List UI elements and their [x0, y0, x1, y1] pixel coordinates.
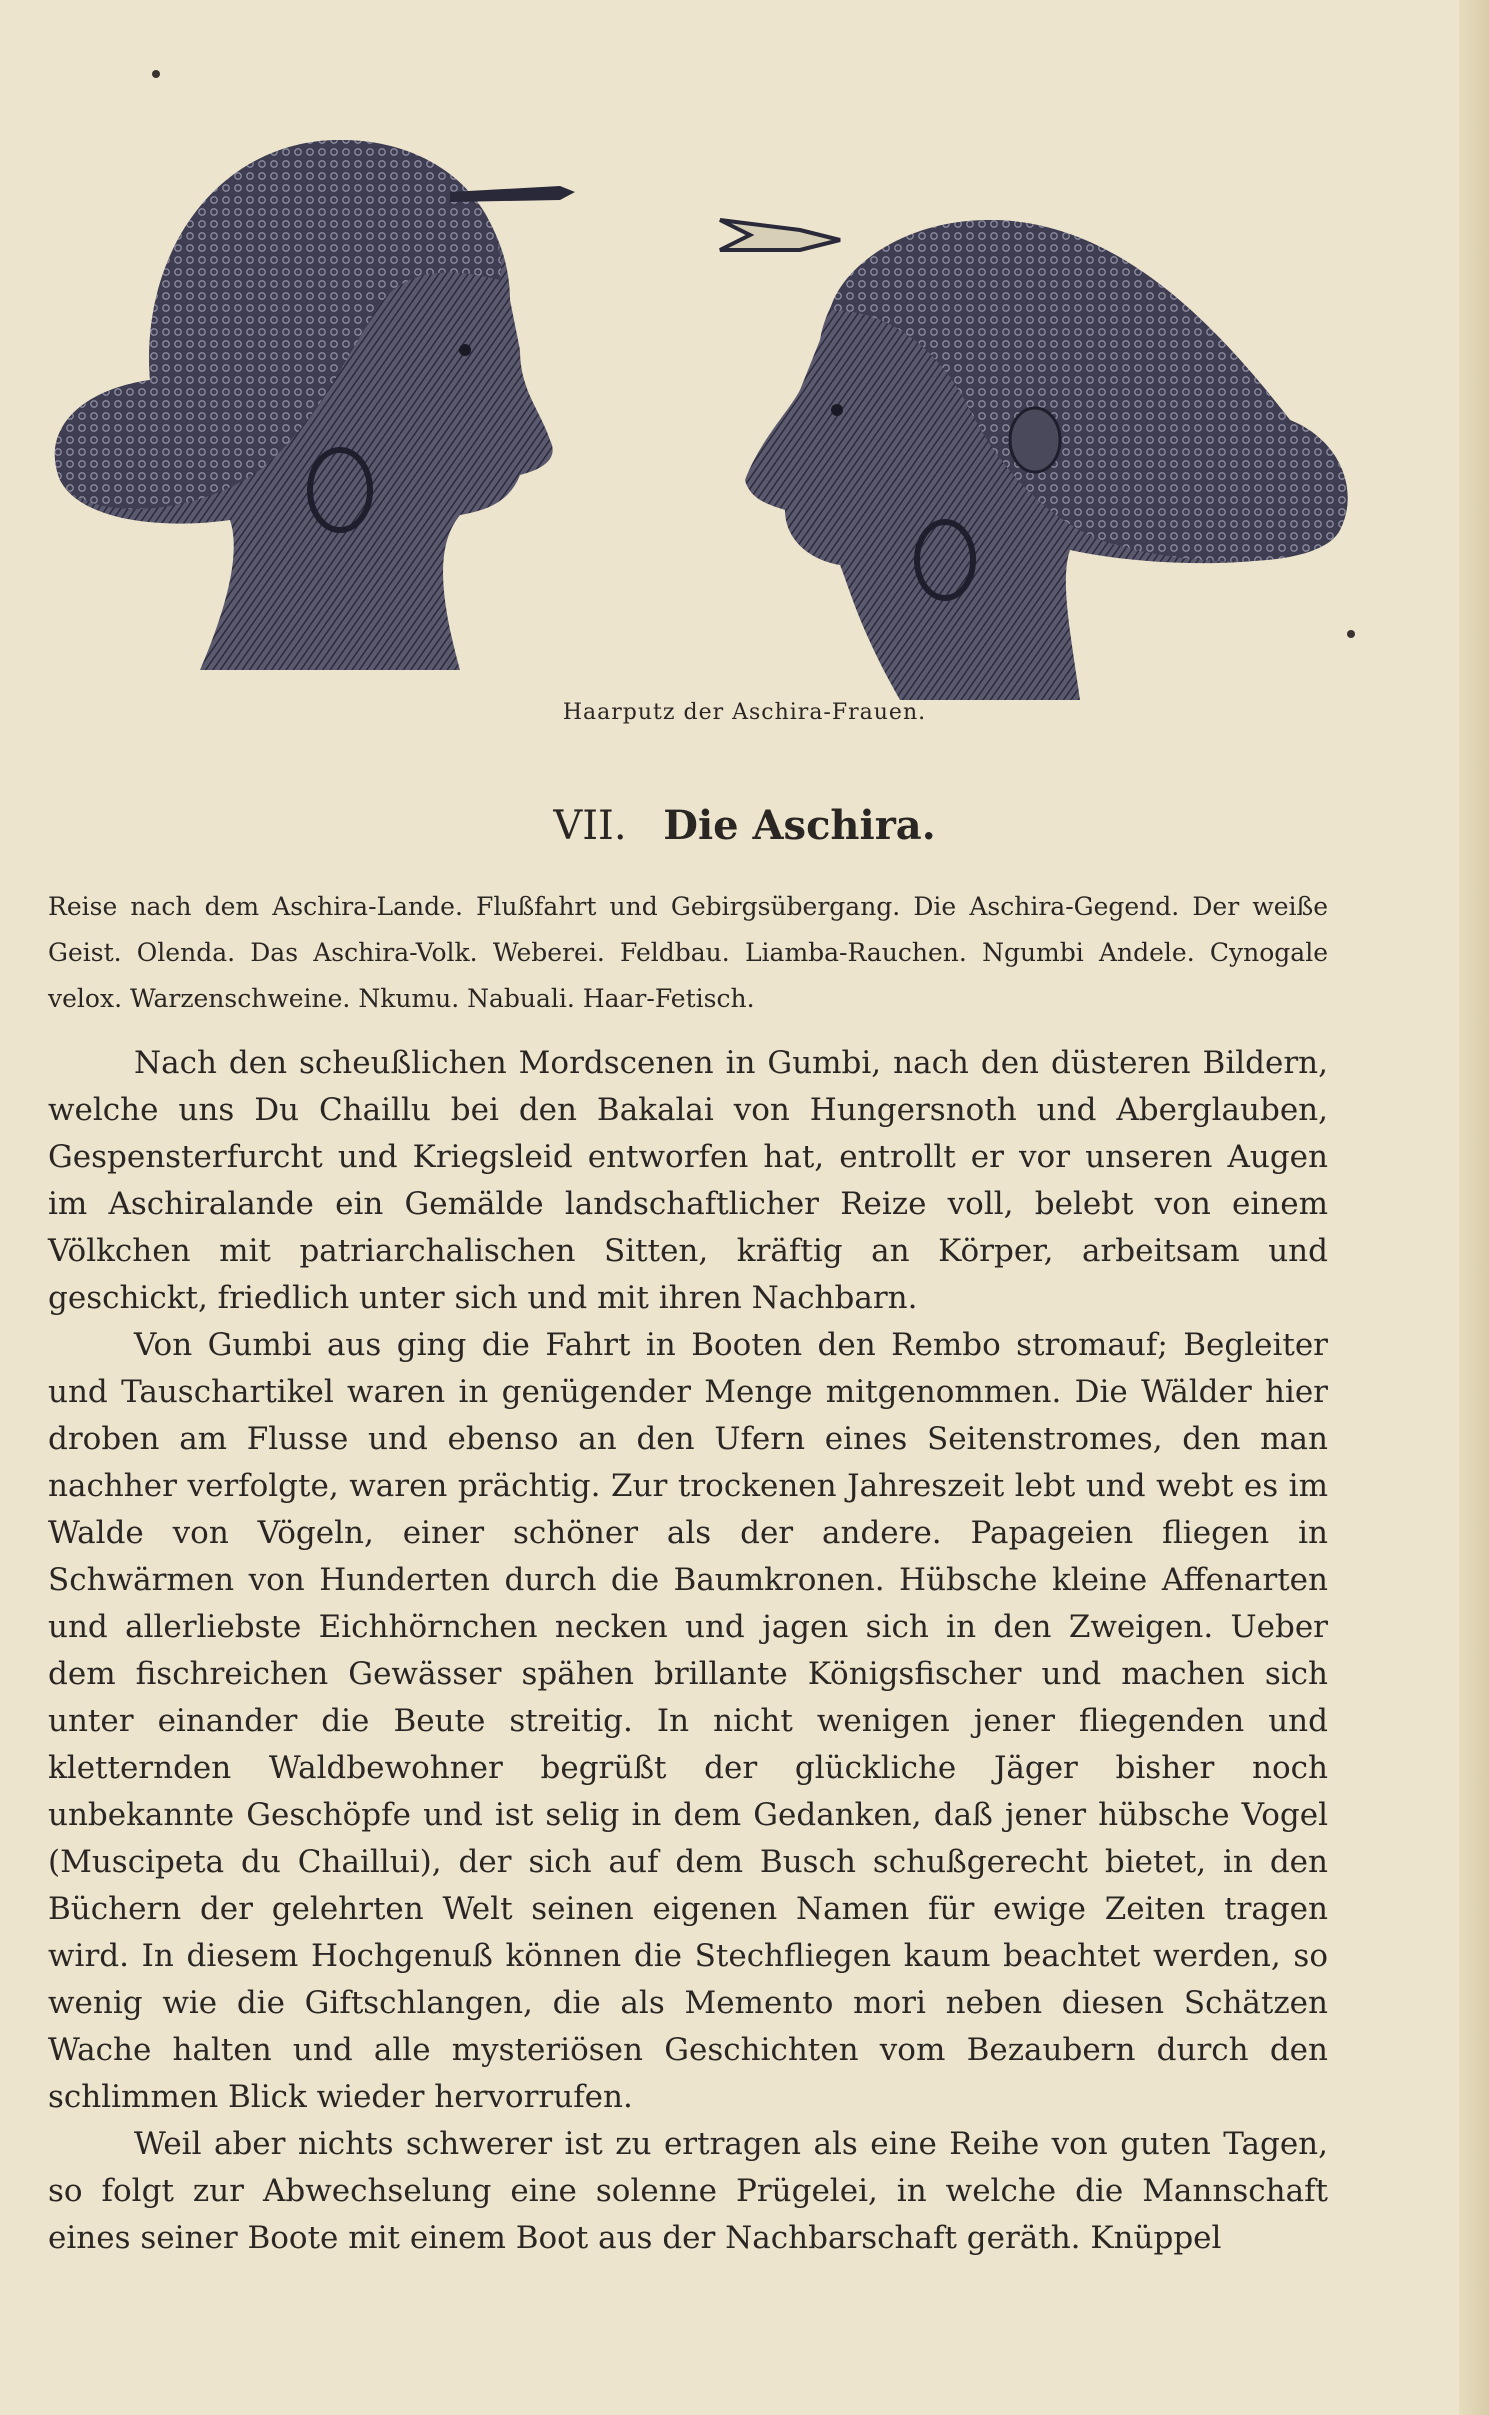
right-head-figure [720, 220, 1348, 700]
illustration-caption: Haarputz der Aschira-Frauen. [562, 700, 927, 725]
ink-speck [152, 70, 160, 78]
paragraph-3: Weil aber nichts schwerer ist zu ertragen als eine Reihe von guten Tagen, so folgt zur Abwechselung eine solenne Prügelei, in welche die Mannschaft eines seiner Boote mit einem Boot aus der Nachbarschaft geräth. Knüppel [48, 2126, 1328, 2256]
page-edge [1459, 0, 1489, 2415]
chapter-title: Die Aschira. [663, 802, 936, 849]
body-text [48, 1040, 1328, 2262]
paragraph-2: Von Gumbi aus ging die Fahrt in Booten den Rembo stromauf; Begleiter und Tauschartikel waren in genügender Menge mitgenommen. Die Wälder hier droben am Flusse und ebenso an den Ufern eines Seitenstromes, den man nachher verfolgte, waren prächtig. Zur trockenen Jahreszeit lebt und webt es im Walde von Vögeln, einer schöner als der andere. Papageien fliegen in Schwärmen von Hunderten durch die Baumkronen. Hübsche kleine Affenarten und allerliebste Eichhörnchen necken und jagen sich in den Zweigen. Ueber dem fischreichen Gewässer spähen brillante Königsfischer und machen sich unter einander die Beute streitig. In nicht wenigen jener fliegenden und kletternden Waldbewohner begrüßt der glückliche Jäger bisher noch unbekannte Geschöpfe und ist selig in dem Gedanken, daß jener hübsche Vogel (Muscipeta du Chaillui), der sich auf dem Busch schußgerecht bietet, in den Büchern der gelehrten Welt seinen eigenen Namen für ewige Zeiten tragen wird. In diesem Hochgenuß können die Stechfliegen kaum beachtet werden, so wenig wie die Giftschlangen, die als Memento mori neben diesen Schätzen Wache halten und alle mysteriösen Geschichten vom Bezaubern durch den schlimmen Blick wieder hervorrufen. [48, 1327, 1328, 2115]
paragraph-1: Nach den scheußlichen Mordscenen in Gumbi, nach den düsteren Bildern, welche uns Du Chaillu bei den Bakalai von Hungersnoth und Aberglauben, Gespensterfurcht und Kriegsleid entworfen hat, entrollt er vor unseren Augen im Aschiralande ein Gemälde landschaftlicher Reize voll, belebt von einem Völkchen mit patriarchalischen Sitten, kräftig an Körper, arbeitsam und geschickt, friedlich unter sich und mit ihren Nachbarn. [48, 1045, 1328, 1316]
chapter-summary [48, 884, 1328, 1022]
left-head-figure [55, 140, 575, 670]
summary-text: Reise nach dem Aschira-Lande. Flußfahrt und Gebirgsübergang. Die Aschira-Gegend. Der weiße Geist. Olenda. Das Aschira-Volk. Weberei. Feldbau. Liamba-Rauchen. Ngumbi Andele. Cynogale velox. Warzenschweine. Nkumu. Nabuali. Haar-Fetisch. [48, 892, 1328, 1013]
chapter-heading [0, 802, 1489, 849]
chapter-numeral: VII. [553, 803, 627, 849]
engraving-two-heads [40, 110, 1360, 710]
